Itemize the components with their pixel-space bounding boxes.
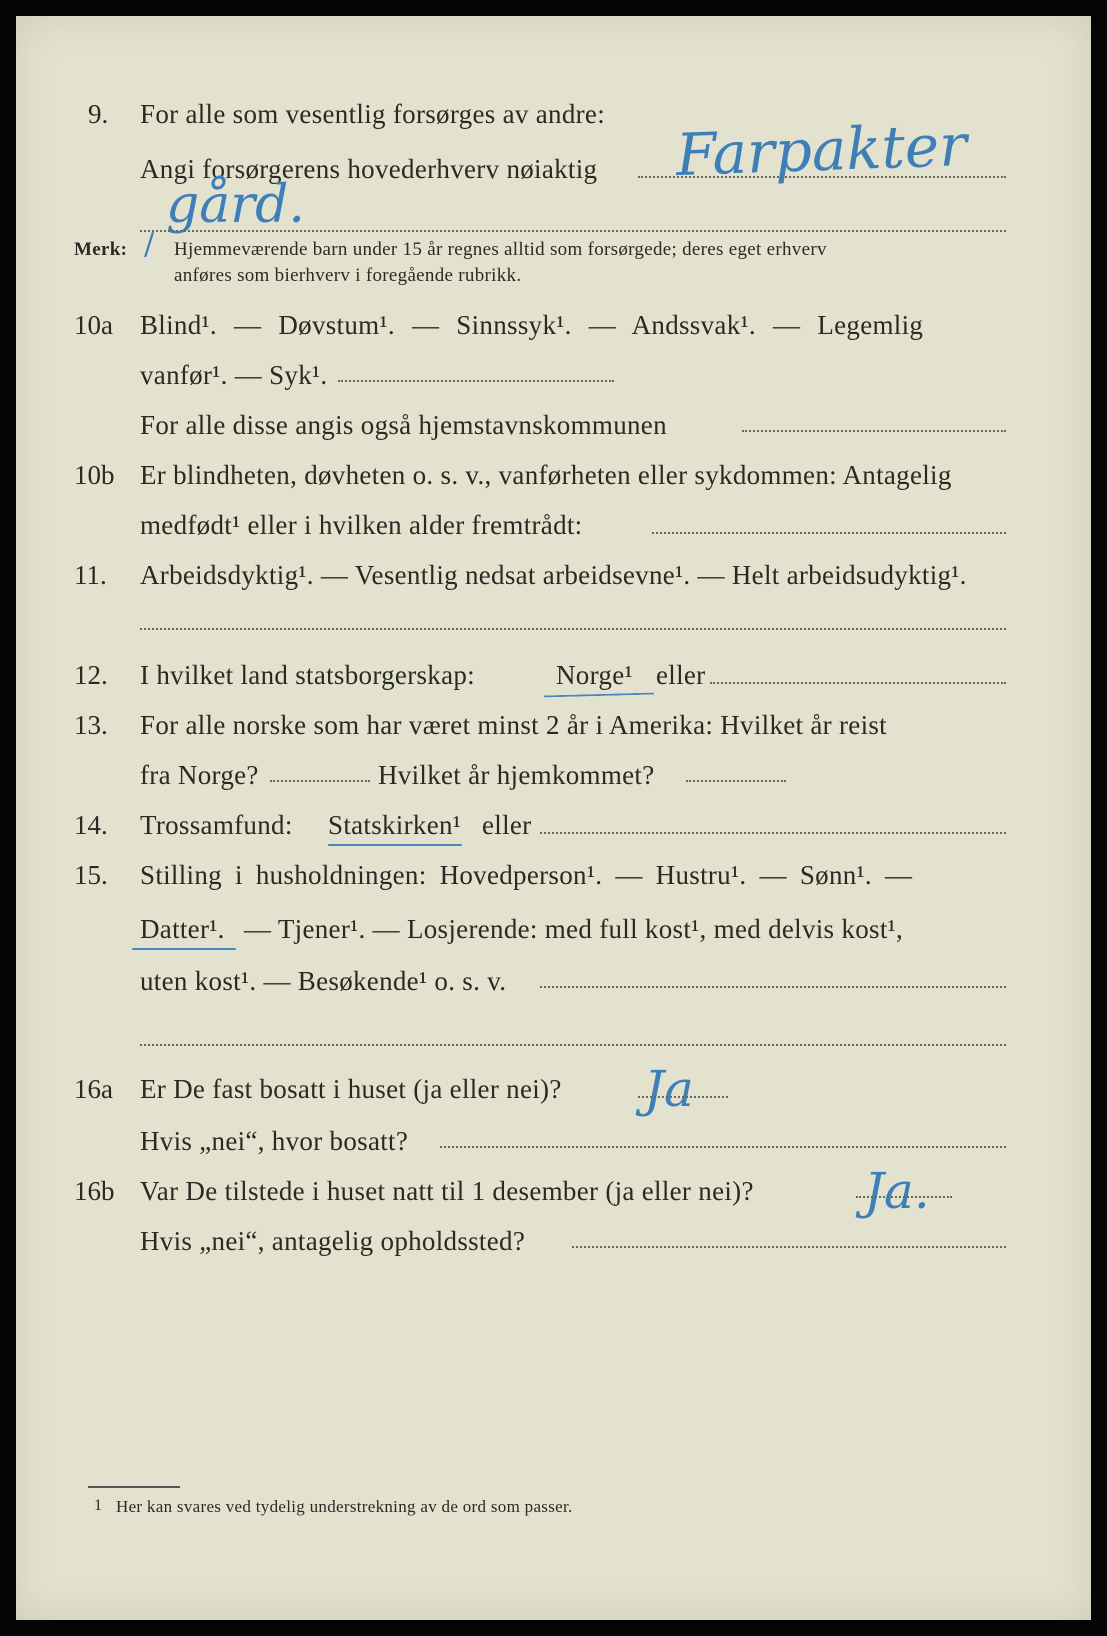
q13-hjemkommet-line[interactable] (686, 780, 786, 782)
q12-answer-line[interactable] (710, 682, 1006, 684)
q15-number: 15. (74, 860, 108, 890)
footnote-text: Her kan svares ved tydelig understrekning av de ord som passer. (116, 1497, 573, 1516)
q13-reist-line[interactable] (270, 780, 370, 782)
q16b-line2: Hvis „nei“, antagelig opholdssted? (140, 1226, 526, 1256)
q15-option-datter[interactable]: Datter¹. (140, 914, 225, 944)
q14-answer-line[interactable] (540, 832, 1006, 834)
q10a-line1: Blind¹. — Døvstum¹. — Sinnssyk¹. — Andssvak¹. — Legemlig (140, 310, 924, 340)
q9-answer-line-2[interactable] (140, 230, 1006, 232)
q14-pen-underline (328, 844, 462, 846)
q15-line3: uten kost¹. — Besøkende¹ o. s. v. (140, 966, 507, 996)
footnote-rule (88, 1486, 180, 1488)
q16a-number: 16a (74, 1074, 113, 1104)
q14-prefix: Trossamfund: (140, 810, 293, 840)
q12-suffix: eller (656, 660, 706, 690)
q9-handwritten-answer2: gård. (166, 175, 305, 235)
q11-line1: Arbeidsdyktig¹. — Vesentlig nedsat arbeidsevne¹. — Helt arbeidsudyktig¹. (140, 560, 967, 590)
q10b-answer-line[interactable] (652, 532, 1006, 534)
q10b-line1: Er blindheten, døvheten o. s. v., vanførheten eller sykdommen: Antagelig (140, 460, 952, 490)
q13-line2a: fra Norge? (140, 760, 259, 790)
q14-suffix: eller (482, 810, 532, 840)
q15-answer-line-2[interactable] (140, 1044, 1006, 1046)
q12-pen-underline (544, 693, 654, 698)
q16a-line2: Hvis „nei“, hvor bosatt? (140, 1126, 409, 1156)
merk-line2: anføres som bierhverv i foregående rubrikk. (174, 265, 522, 286)
q16b-number: 16b (74, 1176, 115, 1206)
q10a-kommune-line[interactable] (742, 430, 1006, 432)
q15-pen-underline (132, 948, 236, 950)
q15-answer-line[interactable] (540, 986, 1006, 988)
q16a-bosatt-line[interactable] (440, 1146, 1006, 1148)
census-form-page (16, 16, 1091, 1620)
q16a-line1: Er De fast bosatt i huset (ja eller nei)? (140, 1074, 562, 1104)
q14-number: 14. (74, 810, 108, 840)
merk-label: Merk: (74, 239, 128, 260)
q16b-opholdssted-line[interactable] (572, 1246, 1006, 1248)
q10b-line2: medfødt¹ eller i hvilken alder fremtrådt: (140, 510, 583, 540)
q16a-answer-line[interactable] (638, 1096, 728, 1098)
merk-pen-mark: / (144, 227, 155, 262)
q11-answer-line[interactable] (140, 628, 1006, 630)
q16b-handwritten-answer: Ja. (864, 1162, 930, 1220)
merk-line1: Hjemmeværende barn under 15 år regnes alltid som forsørgede; deres eget erhverv (174, 239, 827, 260)
q9-handwritten-answer1: Farpakter (674, 110, 968, 190)
q10a-line3: For alle disse angis også hjemstavnskommunen (140, 410, 667, 440)
q16b-answer-line[interactable] (856, 1196, 952, 1198)
q9-number: 9. (88, 99, 109, 129)
q9-line1: For alle som vesentlig forsørges av andre: (140, 99, 605, 129)
q10a-line2: vanfør¹. — Syk¹. (140, 360, 328, 390)
q12-option-norge[interactable]: Norge¹ (556, 660, 633, 690)
q13-line2b: Hvilket år hjemkommet? (378, 760, 655, 790)
q12-number: 12. (74, 660, 108, 690)
q15-line2: — Tjener¹. — Losjerende: med full kost¹, med delvis kost¹, (244, 914, 904, 944)
q10a-syk-line[interactable] (338, 380, 614, 382)
q13-line1: For alle norske som har været minst 2 år i Amerika: Hvilket år reist (140, 710, 887, 740)
q16b-line1: Var De tilstede i huset natt til 1 desember (ja eller nei)? (140, 1176, 754, 1206)
q9-line2: Angi forsørgerens hovederhverv nøiaktig (140, 154, 598, 184)
footnote-mark: 1 (94, 1497, 103, 1514)
q16a-handwritten-answer: Ja (644, 1060, 694, 1118)
q15-line1: Stilling i husholdningen: Hovedperson¹. — Hustru¹. — Sønn¹. — (140, 860, 913, 890)
q11-number: 11. (74, 560, 107, 590)
q12-prefix: I hvilket land statsborgerskap: (140, 660, 475, 690)
q10a-number: 10a (74, 310, 113, 340)
q13-number: 13. (74, 710, 108, 740)
q14-option-statskirken[interactable]: Statskirken¹ (328, 810, 462, 840)
q10b-number: 10b (74, 460, 115, 490)
